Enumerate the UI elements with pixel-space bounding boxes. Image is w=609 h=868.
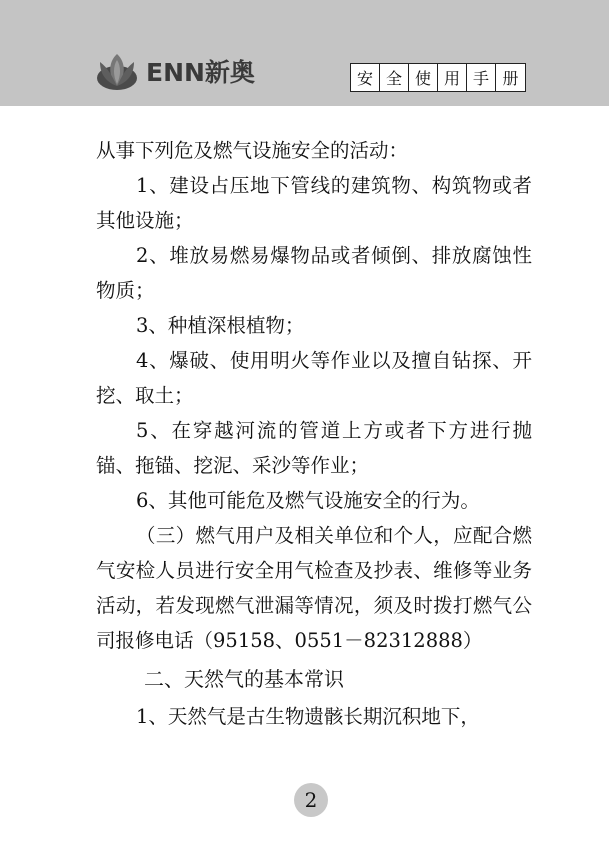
list-item: 6、其他可能危及燃气设施安全的行为。 (136, 489, 480, 512)
manual-title (350, 63, 526, 92)
paragraph: 从事下列危及燃气设施安全的活动： (96, 139, 409, 162)
page-header (0, 0, 609, 106)
title-char: 安 (351, 64, 380, 91)
list-item: 4、爆破、使用明火等作业以及擅自钻探、开挖、取土； (96, 349, 532, 407)
list-item: 5、在穿越河流的管道上方或者下方进行抛锚、拖锚、挖泥、采沙等作业； (96, 419, 532, 477)
lotus-icon (94, 48, 140, 94)
page-number: 2 (294, 783, 328, 817)
title-char: 使 (409, 64, 438, 91)
logo-text: ENN新奥 (146, 58, 255, 87)
enn-logo (94, 48, 255, 94)
title-char: 手 (467, 64, 496, 91)
list-item: 1、建设占压地下管线的建筑物、构筑物或者其他设施； (96, 174, 532, 232)
section-heading: 二、天然气的基本常识 (144, 667, 344, 691)
title-char: 册 (502, 69, 519, 88)
list-item: 3、种植深根植物； (136, 314, 305, 337)
paragraph: 1、天然气是古生物遗骸长期沉积地下， (136, 705, 480, 728)
paragraph: （三）燃气用户及相关单位和个人，应配合燃气安检人员进行安全用气检查及抄表、维修等业务活动，若发现燃气泄漏等情况，须及时拨打燃气公司报修电话（95158、0551－82312888） (96, 524, 532, 652)
title-char: 全 (380, 64, 409, 91)
list-item: 2、堆放易燃易爆物品或者倾倒、排放腐蚀性物质； (96, 244, 532, 302)
page-content (96, 133, 532, 734)
title-char: 用 (438, 64, 467, 91)
